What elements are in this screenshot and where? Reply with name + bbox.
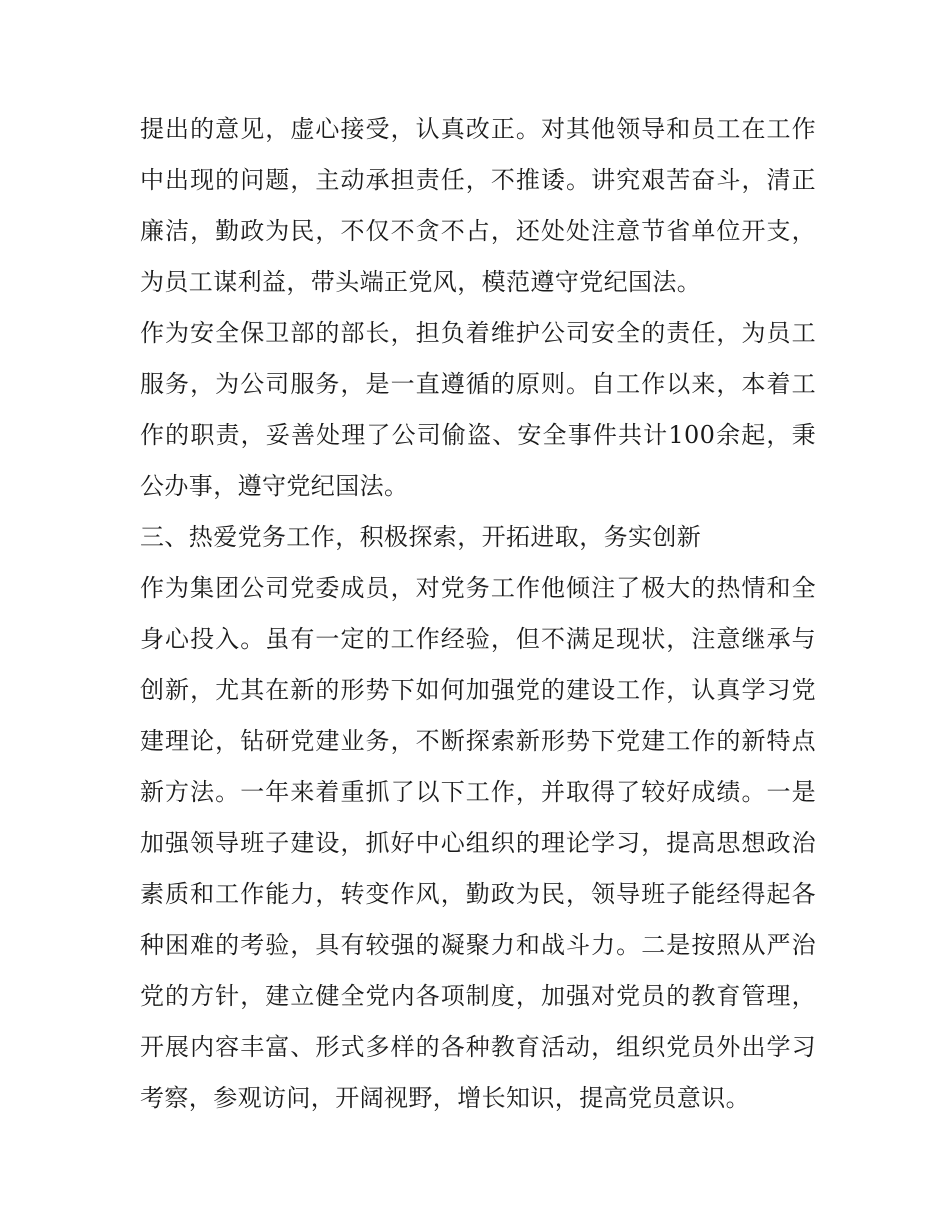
paragraph-3: 作为集团公司党委成员，对党务工作他倾注了极大的热情和全身心投入。虽有一定的工作经验，但不满足现状，注意继承与创新，尤其在新的形势下如何加强党的建设工作，认真学习党建理论，钻研党建业务，不断探索新形势下党建工作的新特点新方法。一年来着重抓了以下工作，并取得了较好成绩。一是加强领导班子建设，抓好中心组织的理论学习，提高思想政治素质和工作能力，转变作风，勤政为民，领导班子能经得起各种困难的考验，具有较强的凝聚力和战斗力。二是按照从严治党的方针，建立健全党内各项制度，加强对党员的教育管理，开展内容丰富、形式多样的各种教育活动，组织党员外出学习考察，参观访问，开阔视野，增长知识，提高党员意识。 xyxy=(140,574,816,1112)
section-heading: 三、热爱党务工作，积极探索，开拓进取，务实创新 xyxy=(140,523,702,551)
paragraph-1: 提出的意见，虚心接受，认真改正。对其他领导和员工在工作中出现的问题，主动承担责任，不推诿。讲究艰苦奋斗，清正廉洁，勤政为民，不仅不贪不占，还处处注意节省单位开支，为员工谋利益，带头端正党风，模范遵守党纪国法。 xyxy=(140,115,816,296)
document-body xyxy=(140,104,816,1124)
paragraph-2: 作为安全保卫部的部长，担负着维护公司安全的责任，为员工服务，为公司服务，是一直遵循的原则。自工作以来，本着工作的职责，妥善处理了公司偷盗、安全事件共计100余起，秉公办事，遵守党纪国法。 xyxy=(140,319,816,500)
